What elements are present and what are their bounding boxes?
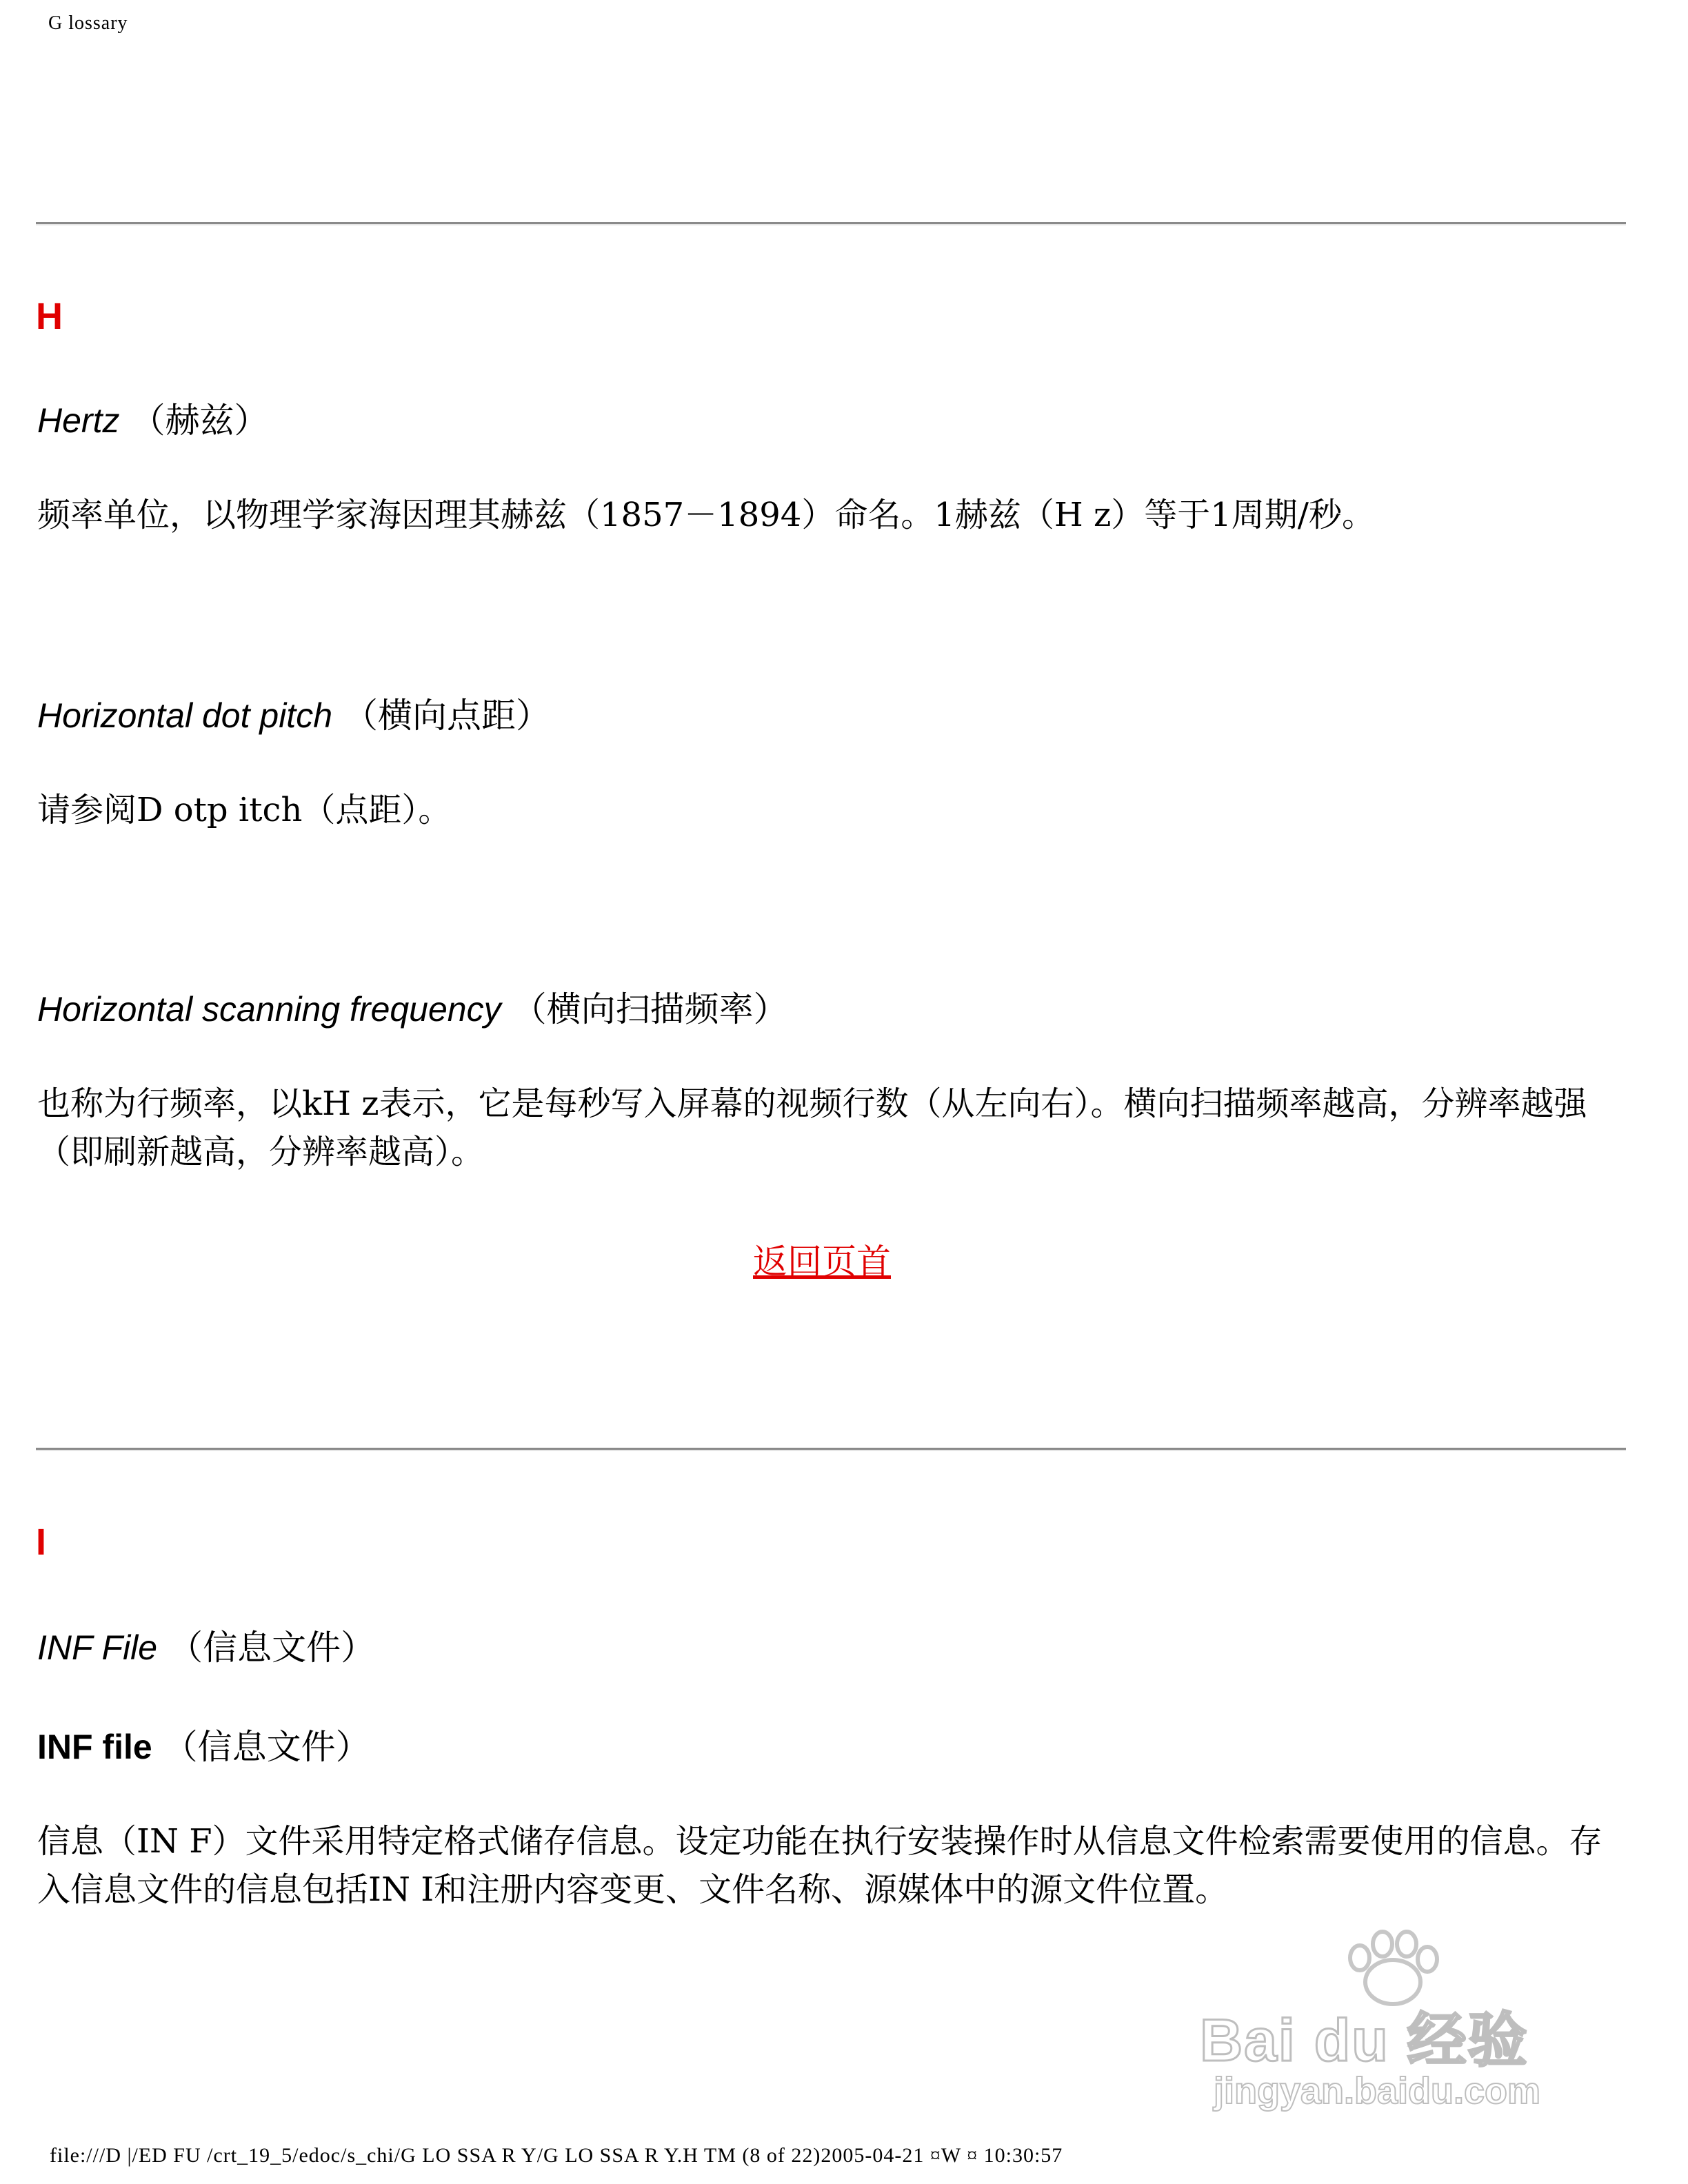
section-divider	[36, 222, 1626, 225]
section-divider	[36, 1448, 1626, 1451]
term-inf-file-italic	[37, 1620, 375, 1670]
term-horizontal-dot-pitch-zh: （横向点距）	[343, 696, 551, 736]
baidu-jingyan-watermark	[1186, 1917, 1600, 2123]
term-horizontal-dot-pitch	[37, 688, 550, 738]
definition-inf-file: 信息（IN F）文件采用特定格式储存信息。设定功能在执行安装操作时从信息文件检索需要使用的信息。存入信息文件的信息包括IN I和注册内容变更、文件名称、源媒体中的源文件位置。	[37, 1822, 1602, 1909]
term-inf-file-bold-en: INF file	[37, 1728, 152, 1766]
page-header-title: G lossary	[48, 12, 128, 34]
term-inf-file-bold	[37, 1719, 370, 1769]
term-horizontal-dot-pitch-en: Horizontal dot pitch	[37, 696, 333, 735]
section-letter-h: H	[36, 296, 63, 337]
term-horizontal-scanning-frequency-zh: （横向扫描频率）	[512, 989, 788, 1029]
term-hertz-en: Hertz	[37, 401, 120, 440]
back-to-top-link[interactable]: 返回页首	[753, 1242, 891, 1282]
definition-horizontal-dot-pitch: 请参阅D otp itch（点距）。	[37, 791, 452, 829]
definition-hertz: 频率单位，以物理学家海因理其赫兹（1857－1894）命名。1赫兹（H z）等于1周期/秒。	[37, 496, 1375, 534]
section-letter-i: I	[36, 1521, 47, 1563]
term-inf-file-bold-zh: （信息文件）	[163, 1727, 370, 1767]
term-horizontal-scanning-frequency	[37, 982, 788, 1031]
definition-horizontal-scanning-frequency: 也称为行频率，以kH z表示，它是每秒写入屏幕的视频行数（从左向右）。横向扫描频率越高，分辨率越强（即刷新越高，分辨率越高）。	[37, 1084, 1587, 1171]
footer-file-path: file:///D |/ED FU /crt_19_5/edoc/s_chi/G LO SSA R Y/G LO SSA R Y.H TM (8 of 22)2005-04-21 ¤W ¤ 10:30:57	[50, 2144, 1063, 2167]
watermark-brand: Bai du 经验	[1200, 2008, 1529, 2074]
term-hertz-zh: （赫兹）	[130, 401, 269, 441]
term-hertz	[37, 393, 268, 443]
term-inf-file-italic-zh: （信息文件）	[168, 1628, 376, 1668]
watermark-url: jingyan.baidu.com	[1214, 2070, 1541, 2112]
term-horizontal-scanning-frequency-en: Horizontal scanning frequency	[37, 990, 501, 1029]
term-inf-file-italic-en: INF File	[37, 1628, 158, 1667]
